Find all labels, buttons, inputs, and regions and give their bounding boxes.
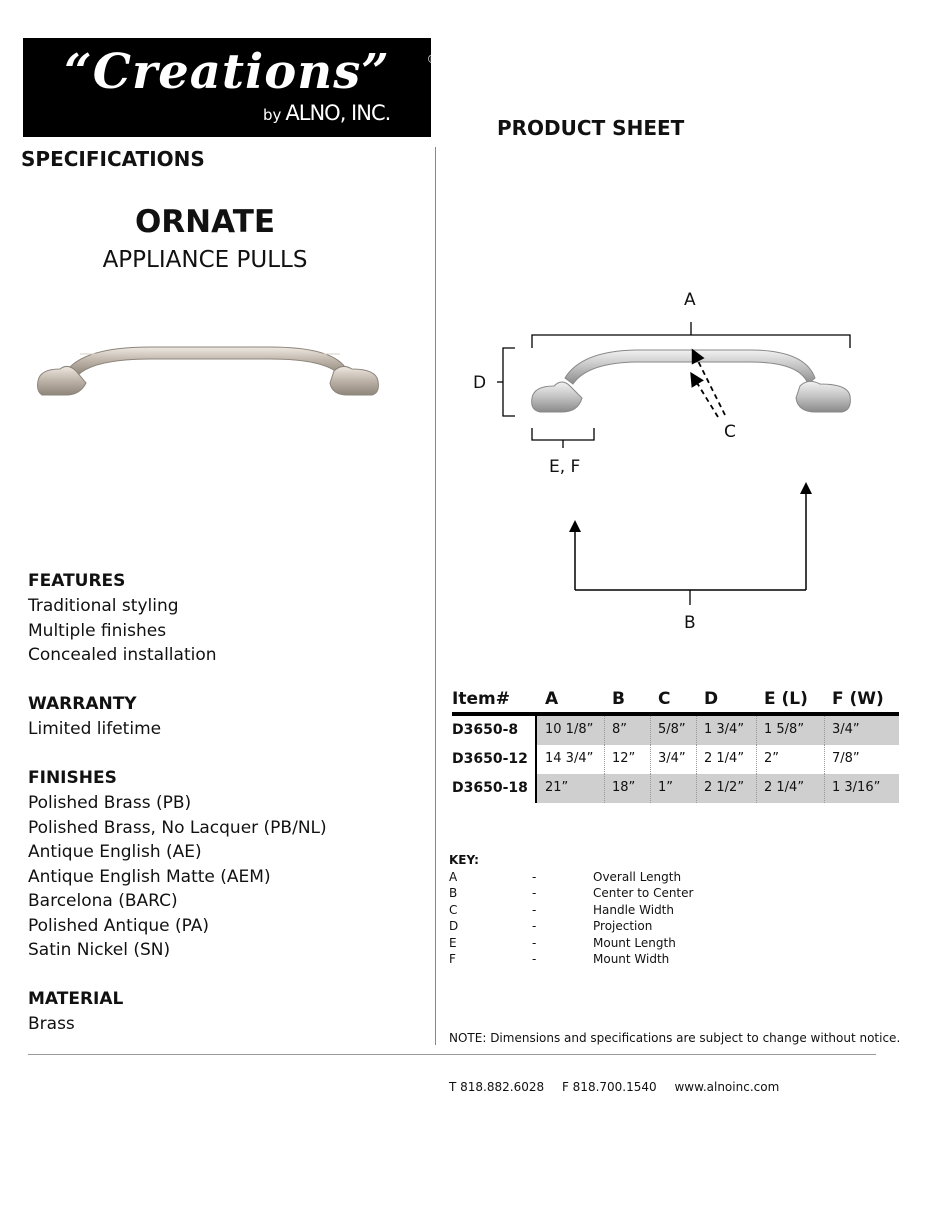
product-photo	[30, 335, 390, 410]
finish-item: Barcelona (BARC)	[28, 891, 178, 911]
key-description: Mount Width	[593, 952, 670, 966]
table-cell: 2”	[764, 751, 780, 766]
table-cell: 5/8”	[658, 722, 686, 737]
table-header-item: Item#	[452, 689, 510, 709]
feature-item: Traditional styling	[28, 596, 179, 616]
feature-item: Multiple finishes	[28, 621, 167, 641]
key-dash: -	[532, 952, 537, 966]
material-item: Brass	[28, 1014, 75, 1034]
product-type: APPLIANCE PULLS	[102, 247, 308, 273]
spec-table	[452, 688, 899, 803]
table-header-f: F (W)	[832, 689, 884, 709]
logo-company	[263, 101, 390, 125]
table-cell: 8”	[612, 722, 628, 737]
table-cell-item: D3650-8	[452, 722, 519, 738]
diagram-label-d: D	[473, 373, 487, 393]
table-cell: 3/4”	[832, 722, 860, 737]
table-header-d: D	[704, 689, 719, 709]
finish-item: Antique English Matte (AEM)	[28, 867, 271, 887]
key-dash: -	[532, 936, 537, 950]
diagram-label-ef: E, F	[549, 457, 581, 477]
table-header-c: C	[658, 689, 671, 709]
product-name: ORNATE	[134, 204, 276, 240]
product-sheet-title: PRODUCT SHEET	[497, 116, 685, 140]
diagram-label-c: C	[724, 422, 736, 442]
key-description: Handle Width	[593, 903, 674, 917]
table-cell: 1 5/8”	[764, 722, 805, 737]
key-dash: -	[532, 886, 537, 900]
finish-item: Polished Brass (PB)	[28, 793, 192, 813]
table-cell: 1 3/16”	[832, 780, 881, 795]
key-letter: F	[449, 952, 456, 966]
phone-number: T 818.882.6028	[449, 1080, 545, 1094]
table-cell: 10 1/8”	[545, 722, 594, 737]
table-cell-item: D3650-12	[452, 751, 528, 767]
row-separator	[535, 716, 537, 745]
footer-divider	[28, 1054, 876, 1055]
finishes-heading: FINISHES	[28, 768, 117, 788]
disclaimer-note: NOTE: Dimensions and specifications are subject to change without notice.	[449, 1031, 901, 1045]
specifications-title: SPECIFICATIONS	[21, 147, 205, 171]
key-letter: B	[449, 886, 458, 900]
table-header-e: E (L)	[764, 689, 808, 709]
website-link[interactable]: www.alnoinc.com	[674, 1080, 780, 1094]
warranty-heading: WARRANTY	[28, 694, 137, 714]
table-cell: 21”	[545, 780, 569, 795]
table-cell: 3/4”	[658, 751, 686, 766]
table-cell-item: D3650-18	[452, 780, 528, 796]
table-header-row	[452, 688, 899, 716]
key-heading: KEY:	[449, 853, 479, 867]
table-cell: 1”	[658, 780, 674, 795]
dimension-key	[449, 853, 694, 966]
diagram-label-a: A	[684, 290, 696, 310]
table-cell: 12”	[612, 751, 636, 766]
features-heading: FEATURES	[28, 571, 126, 591]
table-header-b: B	[612, 689, 625, 709]
table-row	[452, 716, 899, 745]
table-cell: 14 3/4”	[545, 751, 594, 766]
finish-item: Satin Nickel (SN)	[28, 940, 171, 960]
table-cell: 7/8”	[832, 751, 860, 766]
table-cell: 2 1/4”	[764, 780, 805, 795]
key-description: Mount Length	[593, 936, 676, 950]
logo-brand-text: “Creations”	[64, 44, 390, 100]
table-row	[452, 745, 899, 774]
finish-item: Polished Antique (PA)	[28, 916, 210, 936]
key-dash: -	[532, 919, 537, 933]
warranty-item: Limited lifetime	[28, 719, 162, 739]
table-cell: 1 3/4”	[704, 722, 745, 737]
key-letter: A	[449, 870, 458, 884]
feature-item: Concealed installation	[28, 645, 217, 665]
key-letter: E	[449, 936, 457, 950]
finish-item: Antique English (AE)	[28, 842, 202, 862]
key-description: Overall Length	[593, 870, 682, 884]
row-separator	[535, 774, 537, 803]
key-letter: C	[449, 903, 458, 917]
table-cell: 18”	[612, 780, 636, 795]
key-description: Projection	[593, 919, 653, 933]
key-dash: -	[532, 903, 537, 917]
table-row	[452, 774, 899, 803]
logo-company-name: ALNO, INC.	[285, 101, 391, 125]
dimension-diagram	[470, 320, 890, 620]
contact-info	[449, 1080, 793, 1094]
finish-item: Polished Brass, No Lacquer (PB/NL)	[28, 818, 327, 838]
material-heading: MATERIAL	[28, 989, 124, 1009]
fax-number: F 818.700.1540	[561, 1080, 657, 1094]
table-cell: 2 1/2”	[704, 780, 745, 795]
row-separator	[535, 745, 537, 774]
key-dash: -	[532, 870, 537, 884]
table-cell: 2 1/4”	[704, 751, 745, 766]
logo-registered-mark: ®	[428, 52, 437, 66]
column-divider	[435, 147, 436, 1045]
key-description: Center to Center	[593, 886, 694, 900]
diagram-label-b: B	[684, 613, 696, 633]
brand-logo	[23, 38, 437, 137]
key-letter: D	[449, 919, 459, 933]
table-header-a: A	[545, 689, 559, 709]
logo-by: by	[263, 106, 282, 124]
